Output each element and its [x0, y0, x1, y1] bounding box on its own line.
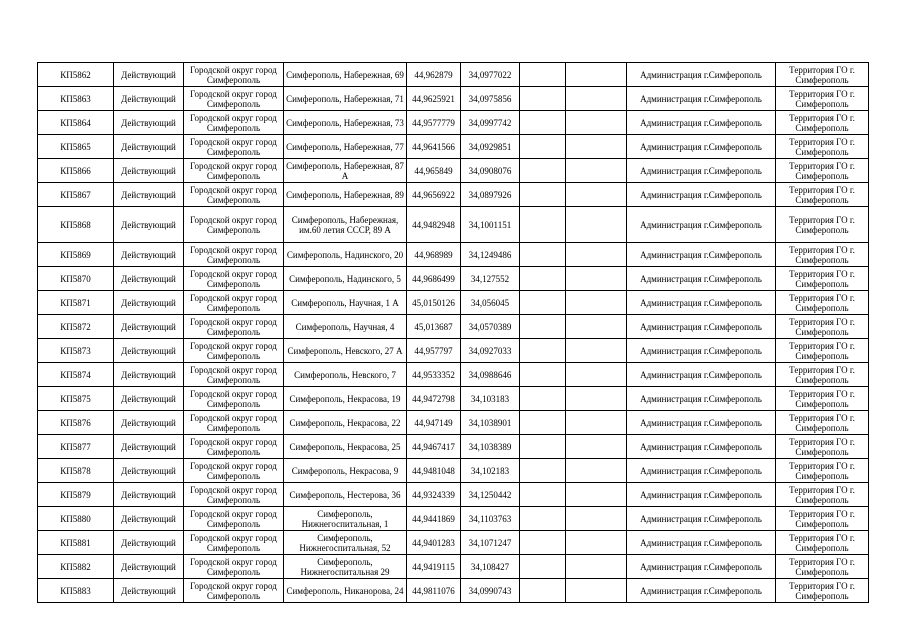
cell-longitude: 34,0977022 — [461, 63, 520, 87]
cell-empty — [566, 483, 627, 507]
cell-status: Действующий — [114, 183, 184, 207]
cell-id: КП5879 — [38, 483, 114, 507]
table-row — [38, 411, 869, 435]
table-row — [38, 291, 869, 315]
cell-latitude: 44,962879 — [407, 63, 461, 87]
cell-district: Городской округ город Симферополь — [184, 411, 284, 435]
cell-district: Городской округ город Симферополь — [184, 579, 284, 603]
cell-territory: Территория ГО г. Симферополь — [776, 207, 869, 243]
cell-empty — [566, 135, 627, 159]
cell-status: Действующий — [114, 207, 184, 243]
registry-sheet — [37, 62, 869, 603]
cell-owner: Администрация г.Симферополь — [627, 135, 776, 159]
cell-empty — [520, 243, 566, 267]
cell-longitude: 34,108427 — [461, 555, 520, 579]
cell-territory: Территория ГО г. Симферополь — [776, 315, 869, 339]
cell-status: Действующий — [114, 363, 184, 387]
cell-id: КП5874 — [38, 363, 114, 387]
cell-latitude: 44,968989 — [407, 243, 461, 267]
cell-district: Городской округ город Симферополь — [184, 135, 284, 159]
cell-owner: Администрация г.Симферополь — [627, 507, 776, 531]
cell-id: КП5870 — [38, 267, 114, 291]
cell-owner: Администрация г.Симферополь — [627, 291, 776, 315]
cell-empty — [520, 387, 566, 411]
cell-district: Городской округ город Симферополь — [184, 435, 284, 459]
cell-id: КП5873 — [38, 339, 114, 363]
cell-latitude: 44,9656922 — [407, 183, 461, 207]
cell-empty — [520, 555, 566, 579]
cell-district: Городской округ город Симферополь — [184, 243, 284, 267]
cell-address: Симферополь, Нижнегоспитальная, 52 — [284, 531, 407, 555]
cell-district: Городской округ город Симферополь — [184, 159, 284, 183]
table-row — [38, 267, 869, 291]
cell-id: КП5880 — [38, 507, 114, 531]
cell-empty — [520, 183, 566, 207]
cell-owner: Администрация г.Симферополь — [627, 207, 776, 243]
cell-status: Действующий — [114, 315, 184, 339]
cell-latitude: 44,9482948 — [407, 207, 461, 243]
cell-empty — [520, 531, 566, 555]
cell-empty — [520, 87, 566, 111]
cell-empty — [566, 339, 627, 363]
cell-id: КП5871 — [38, 291, 114, 315]
cell-longitude: 34,102183 — [461, 459, 520, 483]
table-body — [38, 63, 869, 603]
cell-latitude: 44,9811076 — [407, 579, 461, 603]
cell-owner: Администрация г.Симферополь — [627, 459, 776, 483]
cell-address: Симферополь, Набережная, 71 — [284, 87, 407, 111]
registry-table — [37, 62, 869, 603]
cell-status: Действующий — [114, 531, 184, 555]
cell-owner: Администрация г.Симферополь — [627, 411, 776, 435]
cell-district: Городской округ город Симферополь — [184, 111, 284, 135]
cell-empty — [520, 315, 566, 339]
cell-status: Действующий — [114, 267, 184, 291]
cell-empty — [566, 531, 627, 555]
cell-status: Действующий — [114, 339, 184, 363]
cell-address: Симферополь, Набережная, им.60 летия СССР, 89 А — [284, 207, 407, 243]
cell-latitude: 44,9472798 — [407, 387, 461, 411]
cell-status: Действующий — [114, 555, 184, 579]
cell-district: Городской округ город Симферополь — [184, 339, 284, 363]
cell-address: Симферополь, Некрасова, 22 — [284, 411, 407, 435]
cell-empty — [566, 411, 627, 435]
cell-owner: Администрация г.Симферополь — [627, 387, 776, 411]
cell-empty — [566, 507, 627, 531]
cell-territory: Территория ГО г. Симферополь — [776, 579, 869, 603]
cell-latitude: 44,9401283 — [407, 531, 461, 555]
cell-address: Симферополь, Некрасова, 19 — [284, 387, 407, 411]
cell-longitude: 34,0897926 — [461, 183, 520, 207]
cell-owner: Администрация г.Симферополь — [627, 483, 776, 507]
cell-territory: Территория ГО г. Симферополь — [776, 63, 869, 87]
cell-district: Городской округ город Симферополь — [184, 459, 284, 483]
cell-district: Городской округ город Симферополь — [184, 483, 284, 507]
cell-territory: Территория ГО г. Симферополь — [776, 459, 869, 483]
cell-status: Действующий — [114, 243, 184, 267]
cell-status: Действующий — [114, 507, 184, 531]
cell-status: Действующий — [114, 159, 184, 183]
cell-empty — [520, 63, 566, 87]
table-row — [38, 459, 869, 483]
cell-territory: Территория ГО г. Симферополь — [776, 483, 869, 507]
cell-empty — [566, 459, 627, 483]
cell-empty — [566, 291, 627, 315]
cell-empty — [566, 243, 627, 267]
cell-status: Действующий — [114, 435, 184, 459]
cell-address: Симферополь, Набережная, 87 А — [284, 159, 407, 183]
cell-territory: Территория ГО г. Симферополь — [776, 339, 869, 363]
cell-id: КП5881 — [38, 531, 114, 555]
cell-address: Симферополь, Невского, 27 А — [284, 339, 407, 363]
cell-district: Городской округ город Симферополь — [184, 183, 284, 207]
cell-empty — [566, 207, 627, 243]
cell-address: Симферополь, Набережная, 73 — [284, 111, 407, 135]
cell-territory: Территория ГО г. Симферополь — [776, 411, 869, 435]
cell-owner: Администрация г.Симферополь — [627, 315, 776, 339]
cell-owner: Администрация г.Симферополь — [627, 243, 776, 267]
cell-longitude: 34,1250442 — [461, 483, 520, 507]
cell-id: КП5862 — [38, 63, 114, 87]
cell-id: КП5875 — [38, 387, 114, 411]
cell-territory: Территория ГО г. Симферополь — [776, 531, 869, 555]
cell-territory: Территория ГО г. Симферополь — [776, 111, 869, 135]
cell-longitude: 34,1249486 — [461, 243, 520, 267]
cell-address: Симферополь, Некрасова, 9 — [284, 459, 407, 483]
cell-longitude: 34,0975856 — [461, 87, 520, 111]
table-row — [38, 159, 869, 183]
cell-address: Симферополь, Набережная, 89 — [284, 183, 407, 207]
table-row — [38, 579, 869, 603]
cell-status: Действующий — [114, 135, 184, 159]
cell-latitude: 45,0150126 — [407, 291, 461, 315]
cell-empty — [566, 87, 627, 111]
table-row — [38, 87, 869, 111]
cell-status: Действующий — [114, 87, 184, 111]
cell-territory: Территория ГО г. Симферополь — [776, 159, 869, 183]
cell-owner: Администрация г.Симферополь — [627, 531, 776, 555]
cell-territory: Территория ГО г. Симферополь — [776, 507, 869, 531]
cell-owner: Администрация г.Симферополь — [627, 183, 776, 207]
cell-empty — [520, 579, 566, 603]
cell-empty — [520, 291, 566, 315]
cell-address: Симферополь, Научная, 4 — [284, 315, 407, 339]
cell-address: Симферополь, Набережная, 69 — [284, 63, 407, 87]
cell-id: КП5865 — [38, 135, 114, 159]
table-row — [38, 483, 869, 507]
cell-territory: Территория ГО г. Симферополь — [776, 363, 869, 387]
cell-latitude: 45,013687 — [407, 315, 461, 339]
cell-latitude: 44,9324339 — [407, 483, 461, 507]
cell-territory: Территория ГО г. Симферополь — [776, 555, 869, 579]
cell-latitude: 44,9419115 — [407, 555, 461, 579]
cell-empty — [520, 411, 566, 435]
cell-id: КП5863 — [38, 87, 114, 111]
cell-district: Городской округ город Симферополь — [184, 363, 284, 387]
cell-district: Городской округ город Симферополь — [184, 291, 284, 315]
cell-territory: Территория ГО г. Симферополь — [776, 135, 869, 159]
table-row — [38, 63, 869, 87]
cell-empty — [520, 507, 566, 531]
cell-address: Симферополь, Нижнегоспитальная 29 — [284, 555, 407, 579]
cell-id: КП5877 — [38, 435, 114, 459]
cell-district: Городской округ город Симферополь — [184, 507, 284, 531]
table-row — [38, 555, 869, 579]
cell-empty — [566, 579, 627, 603]
table-row — [38, 135, 869, 159]
cell-empty — [520, 207, 566, 243]
cell-address: Симферополь, Научная, 1 А — [284, 291, 407, 315]
cell-empty — [566, 267, 627, 291]
cell-latitude: 44,9641566 — [407, 135, 461, 159]
cell-territory: Территория ГО г. Симферополь — [776, 435, 869, 459]
cell-address: Симферополь, Некрасова, 25 — [284, 435, 407, 459]
cell-latitude: 44,9577779 — [407, 111, 461, 135]
cell-district: Городской округ город Симферополь — [184, 387, 284, 411]
cell-owner: Администрация г.Симферополь — [627, 267, 776, 291]
cell-latitude: 44,9625921 — [407, 87, 461, 111]
cell-latitude: 44,9481048 — [407, 459, 461, 483]
cell-status: Действующий — [114, 579, 184, 603]
cell-owner: Администрация г.Симферополь — [627, 363, 776, 387]
cell-status: Действующий — [114, 111, 184, 135]
cell-latitude: 44,9533352 — [407, 363, 461, 387]
cell-owner: Администрация г.Симферополь — [627, 555, 776, 579]
table-row — [38, 507, 869, 531]
cell-address: Симферополь, Надинского, 5 — [284, 267, 407, 291]
table-row — [38, 387, 869, 411]
cell-latitude: 44,9441869 — [407, 507, 461, 531]
cell-longitude: 34,056045 — [461, 291, 520, 315]
cell-owner: Администрация г.Симферополь — [627, 435, 776, 459]
cell-owner: Администрация г.Симферополь — [627, 339, 776, 363]
cell-empty — [566, 555, 627, 579]
cell-address: Симферополь, Нижнегоспитальная, 1 — [284, 507, 407, 531]
cell-empty — [520, 159, 566, 183]
cell-empty — [520, 483, 566, 507]
cell-owner: Администрация г.Симферополь — [627, 63, 776, 87]
cell-empty — [520, 111, 566, 135]
table-row — [38, 363, 869, 387]
cell-empty — [520, 459, 566, 483]
cell-district: Городской округ город Симферополь — [184, 207, 284, 243]
cell-address: Симферополь, Нестерова, 36 — [284, 483, 407, 507]
cell-longitude: 34,103183 — [461, 387, 520, 411]
cell-status: Действующий — [114, 483, 184, 507]
cell-owner: Администрация г.Симферополь — [627, 579, 776, 603]
cell-empty — [566, 63, 627, 87]
cell-id: КП5868 — [38, 207, 114, 243]
cell-status: Действующий — [114, 459, 184, 483]
cell-owner: Администрация г.Симферополь — [627, 111, 776, 135]
cell-owner: Администрация г.Симферополь — [627, 159, 776, 183]
cell-status: Действующий — [114, 411, 184, 435]
cell-longitude: 34,0997742 — [461, 111, 520, 135]
cell-latitude: 44,965849 — [407, 159, 461, 183]
cell-empty — [520, 339, 566, 363]
cell-id: КП5876 — [38, 411, 114, 435]
cell-territory: Территория ГО г. Симферополь — [776, 291, 869, 315]
cell-empty — [566, 387, 627, 411]
cell-empty — [520, 435, 566, 459]
cell-id: КП5869 — [38, 243, 114, 267]
cell-empty — [520, 135, 566, 159]
cell-longitude: 34,0990743 — [461, 579, 520, 603]
cell-district: Городской округ город Симферополь — [184, 87, 284, 111]
cell-district: Городской округ город Симферополь — [184, 531, 284, 555]
cell-longitude: 34,1071247 — [461, 531, 520, 555]
cell-id: КП5867 — [38, 183, 114, 207]
cell-longitude: 34,0988646 — [461, 363, 520, 387]
cell-id: КП5872 — [38, 315, 114, 339]
cell-longitude: 34,1038389 — [461, 435, 520, 459]
cell-district: Городской округ город Симферополь — [184, 555, 284, 579]
cell-longitude: 34,1103763 — [461, 507, 520, 531]
cell-address: Симферополь, Никанорова, 24 — [284, 579, 407, 603]
table-row — [38, 183, 869, 207]
cell-address: Симферополь, Надинского, 20 — [284, 243, 407, 267]
cell-latitude: 44,9467417 — [407, 435, 461, 459]
cell-address: Симферополь, Набережная, 77 — [284, 135, 407, 159]
cell-territory: Территория ГО г. Симферополь — [776, 87, 869, 111]
table-row — [38, 531, 869, 555]
table-row — [38, 339, 869, 363]
cell-empty — [566, 183, 627, 207]
cell-territory: Территория ГО г. Симферополь — [776, 183, 869, 207]
cell-empty — [566, 315, 627, 339]
cell-empty — [566, 111, 627, 135]
cell-territory: Территория ГО г. Симферополь — [776, 267, 869, 291]
cell-empty — [520, 363, 566, 387]
cell-empty — [566, 363, 627, 387]
table-row — [38, 111, 869, 135]
cell-status: Действующий — [114, 63, 184, 87]
cell-latitude: 44,947149 — [407, 411, 461, 435]
table-row — [38, 207, 869, 243]
cell-longitude: 34,0929851 — [461, 135, 520, 159]
cell-territory: Территория ГО г. Симферополь — [776, 387, 869, 411]
cell-district: Городской округ город Симферополь — [184, 267, 284, 291]
cell-empty — [566, 435, 627, 459]
cell-empty — [520, 267, 566, 291]
cell-empty — [566, 159, 627, 183]
cell-id: КП5878 — [38, 459, 114, 483]
table-row — [38, 243, 869, 267]
cell-id: КП5866 — [38, 159, 114, 183]
cell-longitude: 34,0908076 — [461, 159, 520, 183]
cell-owner: Администрация г.Симферополь — [627, 87, 776, 111]
cell-id: КП5864 — [38, 111, 114, 135]
cell-district: Городской округ город Симферополь — [184, 63, 284, 87]
cell-status: Действующий — [114, 387, 184, 411]
cell-territory: Территория ГО г. Симферополь — [776, 243, 869, 267]
cell-address: Симферополь, Невского, 7 — [284, 363, 407, 387]
cell-longitude: 34,0927033 — [461, 339, 520, 363]
cell-latitude: 44,9686499 — [407, 267, 461, 291]
cell-id: КП5883 — [38, 579, 114, 603]
cell-longitude: 34,1038901 — [461, 411, 520, 435]
cell-longitude: 34,1001151 — [461, 207, 520, 243]
cell-longitude: 34,0570389 — [461, 315, 520, 339]
cell-longitude: 34,127552 — [461, 267, 520, 291]
cell-id: КП5882 — [38, 555, 114, 579]
cell-status: Действующий — [114, 291, 184, 315]
table-row — [38, 315, 869, 339]
cell-district: Городской округ город Симферополь — [184, 315, 284, 339]
table-row — [38, 435, 869, 459]
cell-latitude: 44,957797 — [407, 339, 461, 363]
